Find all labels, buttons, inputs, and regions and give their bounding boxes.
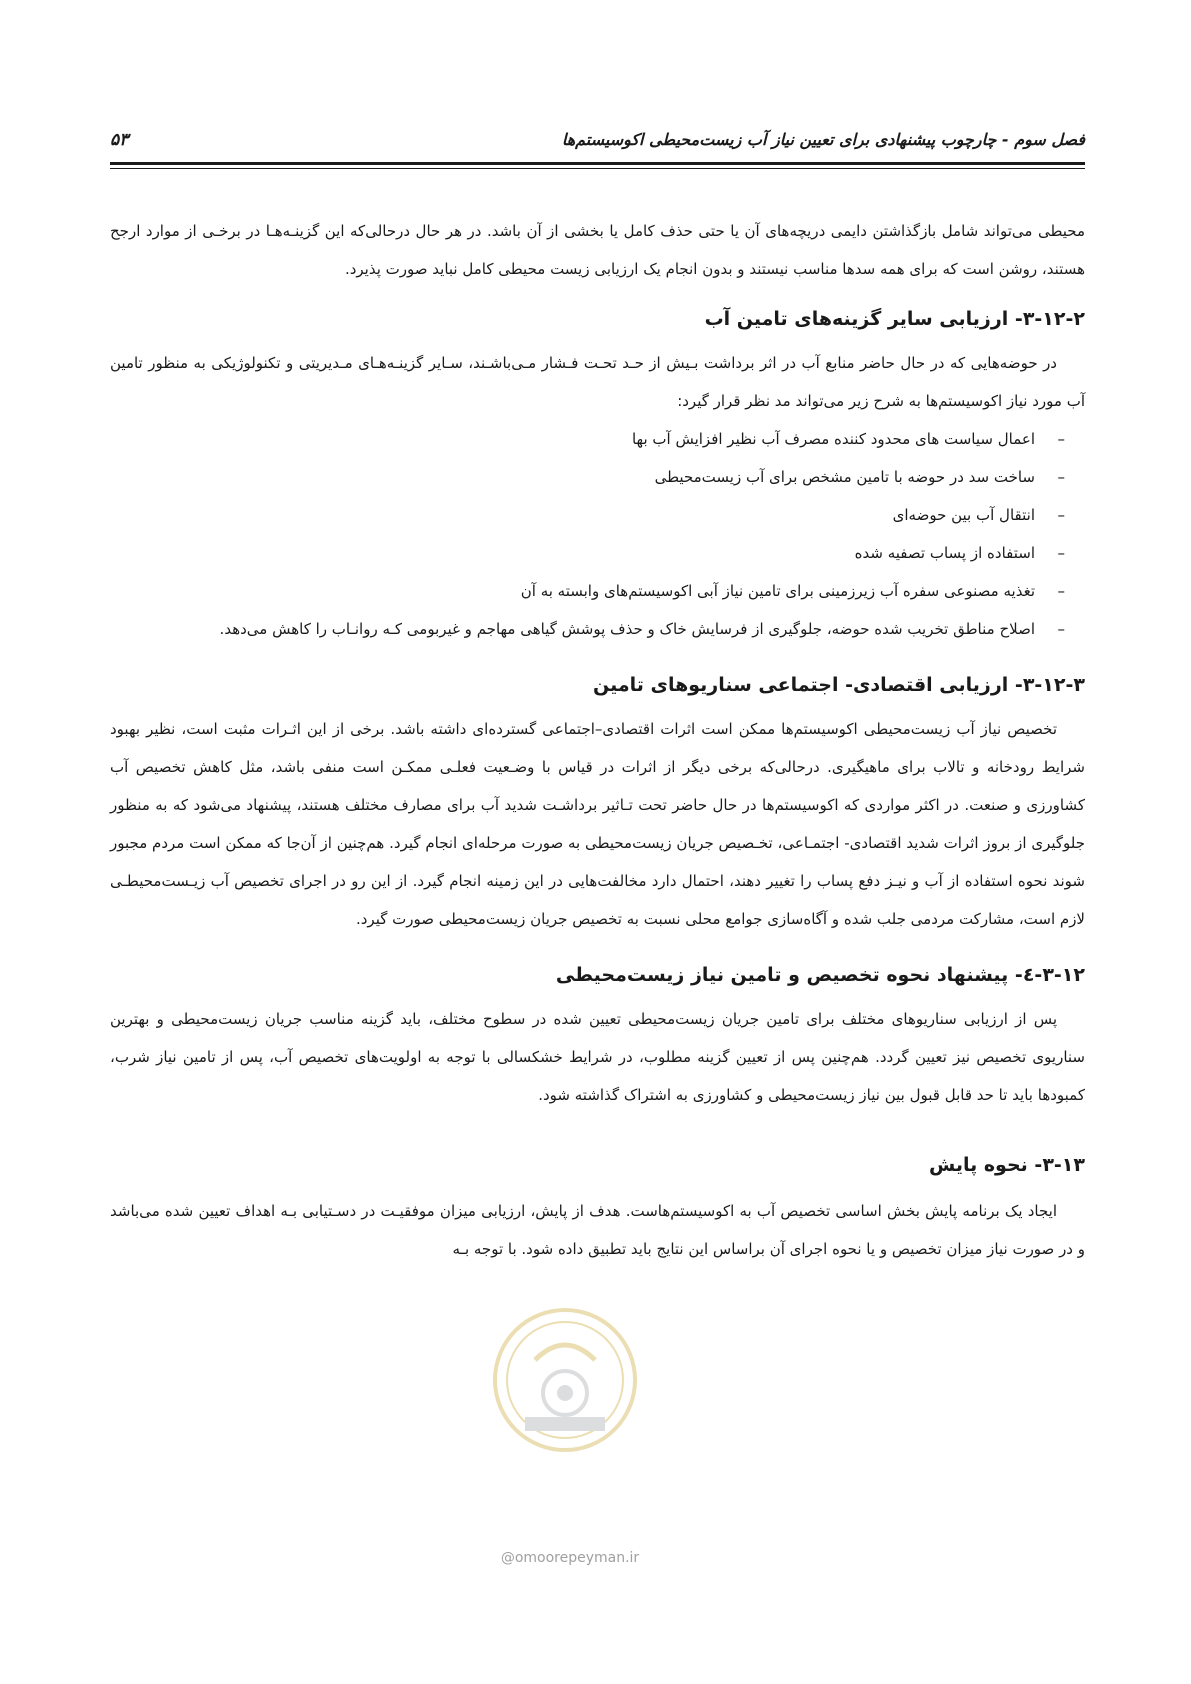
list-item-text: اعمال سیاست های محدود کننده مصرف آب نظیر افزایش آب بها <box>631 430 1035 448</box>
page-header <box>110 128 1085 162</box>
list-item <box>110 534 1065 572</box>
chapter-title: فصل سوم - چارچوب پیشنهادی برای تعیین نیاز آب زیست‌محیطی اکوسیستم‌ها <box>561 130 1085 149</box>
section-3-paragraph: تخصیص نیاز آب زیست‌محیطی اکوسیستم‌ها ممکن است اثرات اقتصادی–اجتماعی گسترده‌ای داشته باشد. برخی از این اثـرات مثبت است، نظیر بهبود شرایط رودخانه و تالاب برای ماهیگیری. درحالی‌که برخی دیگر از اثرات در قیاس با وضـعیت فعلـی ممکـن است منفی باشد، مثل کاهش تخصیص آب کشاورزی و صنعت. در اکثر مواردی که اکوسیستم‌ها در حال حاضر تحت تـاثیر برداشـت شدید آب برای مصارف مختلف هستند، پیشنهاد می‌شود که به منظور جلوگیری از بروز اثرات شدید اقتصادی- اجتمـاعی، تخـصیص جریان زیست‌محیطی به صورت مرحله‌ای انجام گیرد. هم‌چنین از آن‌جا که ممکن است مردم مجبور شوند نحوه استفاده از آب و نیـز دفع پساب را تغییر دهند، احتمال دارد مخالفت‌هایی در این زمینه انجام گیرد. از این رو در اجرای تخصیص آب زیـست‌محیطـی لازم است، مشارکت مردمی جلب شده و آگاه‌سازی جوامع محلی نسبت به تخصیص جریان زیست‌محیطی صورت گیرد. <box>110 720 1085 928</box>
section-heading-4: ۳-۱۲-٤- پیشنهاد نحوه تخصیص و تامین نیاز زیست‌محیطی <box>555 964 1085 986</box>
list-item-text: ساخت سد در حوضه با تامین مشخص برای آب زیست‌محیطی <box>654 468 1035 486</box>
list-item-text: تغذیه مصنوعی سفره آب زیرزمینی برای تامین نیاز آبی اکوسیستم‌های وابسته به آن <box>520 582 1035 600</box>
section-heading-5: ۳-۱۳- نحوه پایش <box>928 1154 1085 1176</box>
list-item <box>110 610 1065 648</box>
intro-paragraph: محیطی می‌تواند شامل بازگذاشتن دایمی دریچه‌های آن یا حتی حذف کامل یا بخشی از آن باشد. در هر حال درحالی‌که این گزینـه‌هـا در برخـی از موارد ارجح هستند، روشن است که برای همه سدها مناسب نیستند و بدون انجام یک ارزیابی زیست محیطی کامل نباید صورت پذیرد. <box>110 222 1085 278</box>
dash-bullet-icon: – <box>1057 430 1065 448</box>
dash-bullet-icon: – <box>1057 582 1065 600</box>
dash-bullet-icon: – <box>1057 468 1065 486</box>
section-heading-2: ۳-۱۲-۲- ارزیابی سایر گزینه‌های تامین آب <box>704 308 1085 330</box>
page-number: ۵۳ <box>110 130 129 150</box>
list-item <box>110 458 1065 496</box>
dash-bullet-icon: – <box>1057 506 1065 524</box>
list-item-text: انتقال آب بین حوضه‌ای <box>892 506 1035 524</box>
list-item-text: اصلاح مناطق تخریب شده حوضه، جلوگیری از فرسایش خاک و حذف پوشش گیاهی مهاجم و غیربومی کـه روانـاب را کاهش می‌دهد. <box>219 620 1035 638</box>
section-2-paragraph: در حوضه‌هایی که در حال حاضر منابع آب در اثر برداشت بـیش از حـد تحـت فـشار مـی‌باشـند، سـایر گزینـه‌هـای مـدیریتی و تکنولوژیکی به منظور تامین آب مورد نیاز اکوسیستم‌ها به شرح زیر می‌تواند مد نظر قرار گیرد: <box>110 354 1085 410</box>
watermark-logo-icon <box>490 1305 640 1455</box>
watermark-url: @omoorepeyman.ir <box>500 1550 640 1566</box>
header-rule-thick <box>110 162 1085 165</box>
section-4-paragraph: پس از ارزیابی سناریوهای مختلف برای تامین جریان زیست‌محیطی تعیین شده در سطوح مختلف، باید گزینه مناسب جریان زیست‌محیطی و بهترین سناریوی تخصیص نیز تعیین گردد. هم‌چنین پس از تعیین گزینه مطلوب، در شرایط خشکسالی با توجه به اولویت‌های تخصیص آب، پس از تامین نیاز شرب، کمبودها باید تا حد قابل قبول بین نیاز زیست‌محیطی و کشاورزی به اشتراک گذاشته شود. <box>110 1010 1085 1104</box>
list-item <box>110 572 1065 610</box>
section-heading-3: ۳-۱۲-۳- ارزیابی اقتصادی- اجتماعی سناریوهای تامین <box>593 674 1085 696</box>
page-body <box>110 212 1085 1268</box>
list-item <box>110 496 1065 534</box>
dash-bullet-icon: – <box>1057 620 1065 638</box>
options-list <box>110 420 1085 648</box>
list-item-text: استفاده از پساب تصفیه شده <box>854 544 1035 562</box>
header-rule-thin <box>110 168 1085 169</box>
dash-bullet-icon: – <box>1057 544 1065 562</box>
list-item <box>110 420 1065 458</box>
section-5-paragraph: ایجاد یک برنامه پایش بخش اساسی تخصیص آب به اکوسیستم‌هاست. هدف از پایش، ارزیابی میزان موفقیـت در دسـتیابی بـه اهداف تعیین شده می‌باشد و در صورت نیاز میزان تخصیص و یا نحوه اجرای آن براساس این نتایج باید تطبیق داده شود. با توجه بـه <box>110 1202 1085 1258</box>
